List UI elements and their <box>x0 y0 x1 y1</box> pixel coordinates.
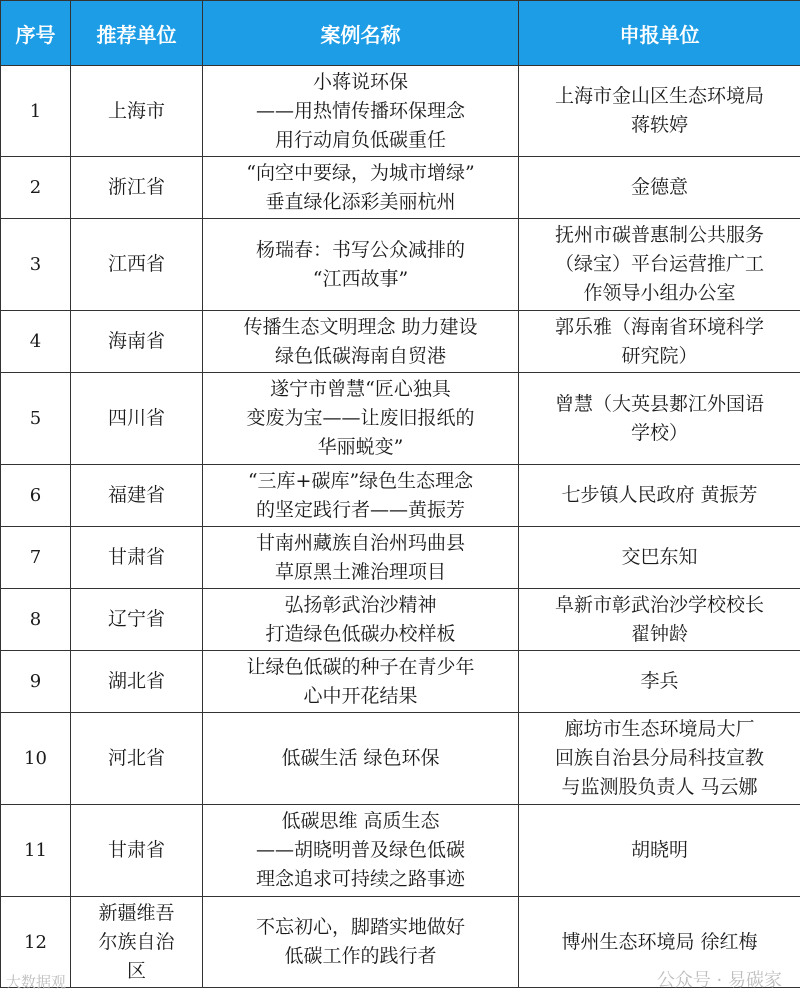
cell-recommending-unit <box>71 373 203 465</box>
cell-applicant-line: 学校） <box>630 421 688 444</box>
cell-recommending-unit <box>71 311 203 373</box>
cell-case-name-line: 不忘初心，脚踏实地做好 <box>255 916 465 938</box>
cell-applicant-line: 曾慧（大英县郪江外国语 <box>554 392 764 415</box>
cell-case-name <box>203 589 519 651</box>
cell-index: 4 <box>1 311 71 373</box>
cell-recommending-unit-line: 四川省 <box>107 407 165 429</box>
cell-index: 9 <box>1 651 71 713</box>
cell-case-name <box>203 157 519 219</box>
cell-case-name-line: 华丽蜕变” <box>317 436 404 458</box>
cell-recommending-unit <box>71 805 203 897</box>
cell-case-name-line: “江西故事” <box>312 267 409 290</box>
cell-recommending-unit-line: 新疆维吾 <box>98 901 175 924</box>
table-row <box>1 66 800 157</box>
cell-case-name-line: 低碳思维 高质生态 <box>281 810 440 832</box>
cell-recommending-unit-line: 海南省 <box>107 330 165 352</box>
cell-applicant-line: 抚州市碳普惠制公共服务 <box>554 224 764 246</box>
table-row <box>1 311 800 373</box>
cell-case-name <box>203 311 519 373</box>
cell-applicant-line: 阜新市彰武治沙学校校长 <box>554 593 764 616</box>
cell-case-name-line: 杨瑞春：书写公众减排的 <box>255 238 465 261</box>
cell-recommending-unit-line: 浙江省 <box>107 176 165 198</box>
cell-recommending-unit-line: 福建省 <box>107 484 165 506</box>
cell-case-name-line: “三库+碳库”绿色生态理念 <box>247 469 474 492</box>
cell-case-name-line: ——用热情传播环保理念 <box>255 99 465 122</box>
cell-case-name <box>203 713 519 805</box>
cell-applicant-line: 翟钟龄 <box>630 622 688 645</box>
table-row <box>1 651 800 713</box>
cell-case-name <box>203 465 519 527</box>
cell-case-name-line: 低碳工作的践行者 <box>284 945 437 967</box>
cell-index: 11 <box>1 805 71 897</box>
cell-applicant-line: 七步镇人民政府 黄振芳 <box>561 484 758 506</box>
cell-recommending-unit <box>71 713 203 805</box>
cell-recommending-unit <box>71 589 203 651</box>
cell-case-name-line: 遂宁市曾慧“匠心独具 <box>270 378 451 400</box>
cell-applicant-line: 与监测股负责人 马云娜 <box>561 776 758 798</box>
table-row <box>1 219 800 311</box>
cell-case-name-line: 低碳生活 绿色环保 <box>281 747 440 769</box>
cell-case-name <box>203 373 519 465</box>
cell-case-name <box>203 897 519 988</box>
cell-index: 10 <box>1 713 71 805</box>
cell-applicant <box>519 589 800 651</box>
cell-case-name-line: 甘南州藏族自治州玛曲县 <box>255 531 465 554</box>
cell-applicant <box>519 373 800 465</box>
cell-recommending-unit-line: 甘肃省 <box>107 839 165 861</box>
cell-recommending-unit-line: 区 <box>126 959 146 982</box>
cell-recommending-unit <box>71 219 203 311</box>
cell-case-name-line: “向空中要绿，为城市增绿” <box>246 161 475 184</box>
cell-index: 8 <box>1 589 71 651</box>
cell-applicant-line: 李兵 <box>640 670 679 692</box>
cell-case-name-line: 绿色低碳海南自贸港 <box>274 344 446 367</box>
cell-index: 7 <box>1 527 71 589</box>
cell-index: 12 <box>1 897 71 988</box>
cell-recommending-unit <box>71 465 203 527</box>
cell-applicant <box>519 651 800 713</box>
cell-applicant-line: 蒋轶婷 <box>630 114 688 136</box>
cell-applicant-line: 交巴东知 <box>621 546 698 568</box>
cell-case-name-line: 草原黑土滩治理项目 <box>274 560 446 583</box>
cell-index: 5 <box>1 373 71 465</box>
cell-case-name-line: 让绿色低碳的种子在青少年 <box>246 655 475 678</box>
cell-applicant-line: 金德意 <box>630 176 688 198</box>
cell-applicant-line: 博州生态环境局 徐红梅 <box>561 930 758 953</box>
cell-case-name-line: 理念追求可持续之路事迹 <box>255 868 465 890</box>
header-applicant: 申报单位 <box>519 1 800 66</box>
cell-applicant-line: 回族自治县分局科技宣教 <box>554 747 764 769</box>
cell-recommending-unit-line: 江西省 <box>107 253 165 275</box>
cell-applicant-line: 上海市金山区生态环境局 <box>554 85 764 107</box>
cell-case-name-line: 的坚定践行者——黄振芳 <box>255 498 465 521</box>
cell-index: 1 <box>1 66 71 157</box>
cell-applicant <box>519 66 800 157</box>
cell-applicant-line: 研究院） <box>621 344 698 367</box>
cell-case-name-line: 弘扬彰武治沙精神 <box>284 593 437 616</box>
cell-recommending-unit-line: 尔族自治 <box>98 930 175 953</box>
cell-recommending-unit-line: 辽宁省 <box>107 608 165 630</box>
cell-recommending-unit-line: 湖北省 <box>107 670 165 692</box>
cell-recommending-unit <box>71 897 203 988</box>
cell-case-name <box>203 651 519 713</box>
cell-recommending-unit-line: 河北省 <box>107 747 165 769</box>
table-row <box>1 805 800 897</box>
cell-case-name-line: 垂直绿化添彩美丽杭州 <box>265 190 456 213</box>
watermark-right: 公众号 · 易碳家 <box>656 970 782 991</box>
cell-case-name-line: 用行动肩负低碳重任 <box>274 128 446 151</box>
cell-case-name-line: 变废为宝——让废旧报纸的 <box>246 407 475 429</box>
cell-applicant <box>519 157 800 219</box>
cell-recommending-unit-line: 上海市 <box>107 99 165 122</box>
cell-recommending-unit <box>71 66 203 157</box>
cell-case-name-line: ——胡晓明普及绿色低碳 <box>255 839 465 861</box>
header-row <box>1 1 800 66</box>
cell-applicant <box>519 527 800 589</box>
cell-case-name <box>203 219 519 311</box>
cell-case-name-line: 心中开花结果 <box>303 684 418 707</box>
cell-recommending-unit <box>71 527 203 589</box>
table-row <box>1 713 800 805</box>
header-index: 序号 <box>1 1 71 66</box>
header-case-name: 案例名称 <box>203 1 519 66</box>
cell-applicant-line: 胡晓明 <box>630 839 688 861</box>
cell-applicant <box>519 805 800 897</box>
table-body <box>1 66 800 988</box>
cell-index: 2 <box>1 157 71 219</box>
cell-applicant <box>519 713 800 805</box>
table-row <box>1 157 800 219</box>
cell-applicant-line: 作领导小组办公室 <box>583 282 736 304</box>
cell-index: 6 <box>1 465 71 527</box>
cell-recommending-unit-line: 甘肃省 <box>107 546 165 568</box>
cell-case-name <box>203 66 519 157</box>
cell-applicant <box>519 465 800 527</box>
cell-case-name <box>203 805 519 897</box>
watermark-left: 大数据观 <box>6 973 67 991</box>
cell-index: 3 <box>1 219 71 311</box>
cell-applicant <box>519 311 800 373</box>
table-row <box>1 527 800 589</box>
cell-applicant-line: 郭乐雅（海南省环境科学 <box>554 315 764 338</box>
table-row <box>1 465 800 527</box>
header-recommending-unit: 推荐单位 <box>71 1 203 66</box>
cell-case-name <box>203 527 519 589</box>
cell-case-name-line: 打造绿色低碳办校样板 <box>265 622 456 645</box>
cell-applicant-line: （绿宝）平台运营推广工 <box>554 253 764 275</box>
cell-case-name-line: 传播生态文明理念 助力建设 <box>243 315 478 338</box>
table-row <box>1 373 800 465</box>
cell-recommending-unit <box>71 157 203 219</box>
cell-applicant <box>519 219 800 311</box>
cell-recommending-unit <box>71 651 203 713</box>
cell-applicant-line: 廊坊市生态环境局大厂 <box>564 718 755 740</box>
cell-case-name-line: 小蒋说环保 <box>312 70 408 93</box>
table-row <box>1 589 800 651</box>
